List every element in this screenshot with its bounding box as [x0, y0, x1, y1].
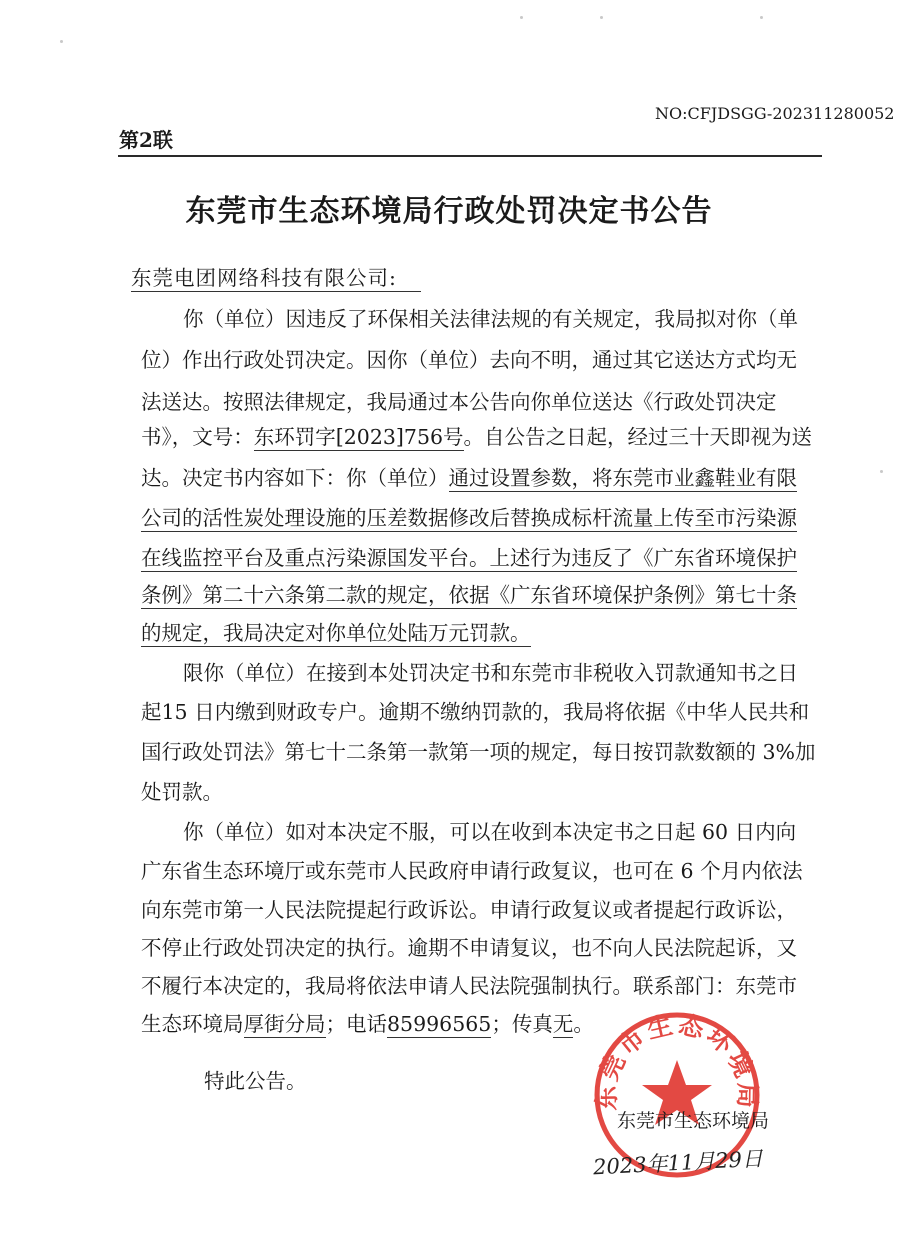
body-text: 你（单位）因违反了环保相关法律法规的有关规定，我局拟对你（单 — [183, 307, 798, 331]
signature-date: 2023年11月29日 — [592, 1146, 764, 1180]
scan-speck — [880, 470, 883, 473]
underlined-text: 公司的活性炭处理设施的压差数据修改后替换成标杆流量上传至市污染源 — [141, 506, 797, 530]
body-line — [141, 854, 803, 884]
body-line — [183, 656, 798, 686]
body-line — [141, 616, 531, 646]
body-line — [141, 541, 797, 571]
body-line — [141, 420, 812, 450]
document-number: NO:CFJDSGG-202311280052 — [655, 104, 895, 123]
body-text: 你（单位）如对本决定不服，可以在收到本决定书之日起 60 日内向 — [183, 820, 797, 844]
document-title: 东莞市生态环境局行政处罚决定书公告 — [185, 194, 713, 229]
scan-speck — [60, 40, 63, 43]
underlined-text: 在线监控平台及重点污染源国发平台。 — [141, 546, 490, 570]
scan-speck — [600, 16, 603, 19]
underlined-text: 无 — [552, 1012, 574, 1036]
body-line — [141, 735, 816, 765]
body-text: 处罚款。 — [141, 780, 223, 804]
header-rule — [118, 155, 822, 157]
scan-speck — [760, 16, 763, 19]
seal-arc-text: 东莞市生态环境局 — [592, 1010, 762, 1111]
body-line — [183, 815, 796, 845]
body-line — [141, 969, 797, 999]
body-text: 法送达。按照法律规定，我局通过本公告向你单位送达《行政处罚决定 — [141, 390, 777, 414]
body-line — [141, 385, 777, 415]
body-text: ；传真 — [491, 1012, 553, 1036]
closing-phrase: 特此公告。 — [204, 1069, 307, 1093]
body-line — [141, 461, 797, 491]
body-text: 位）作出行政处罚决定。因你（单位）去向不明，通过其它送达方式均无 — [141, 348, 797, 372]
body-text: 向东莞市第一人民法院提起行政诉讼。申请行政复议或者提起行政诉讼， — [141, 898, 797, 922]
underlined-text: 东环罚字[2023]756号 — [253, 425, 464, 449]
underlined-text: 85996565 — [387, 1012, 492, 1036]
underlined-text: 的规定，我局决定对你单位处陆万元罚款。 — [141, 621, 531, 645]
body-text: ；电话 — [325, 1012, 387, 1036]
body-text: 。 — [573, 1012, 594, 1036]
body-text: 不履行本决定的，我局将依法申请人民法院强制执行。联系部门：东莞市 — [141, 974, 797, 998]
body-text: 。自公告之日起，经过三十天即视为送 — [463, 425, 813, 449]
underlined-text: 条例》第二十六条第二款的规定，依据《广东省环境保护条例》第七十条 — [141, 583, 797, 607]
body-line — [141, 893, 797, 923]
body-line — [141, 695, 809, 725]
signing-authority: 东莞市生态环境局 — [617, 1110, 770, 1132]
body-line — [183, 302, 798, 332]
body-text: 不停止行政处罚决定的执行。逾期不申请复议，也不向人民法院起诉，又 — [141, 936, 797, 960]
body-text: 国行政处罚法》第七十二条第一款第一项的规定，每日按罚款数额的 3%加 — [141, 740, 816, 764]
body-text: 书》，文号： — [141, 425, 254, 449]
addressee: 东莞电团网络科技有限公司: — [131, 261, 421, 292]
body-line — [141, 931, 797, 961]
body-line — [141, 578, 797, 608]
body-text: 起15 日内缴到财政专户。逾期不缴纳罚款的，我局将依据《中华人民共和 — [141, 700, 810, 724]
underlined-text: 厚街分局 — [243, 1012, 326, 1036]
body-text: 限你（单位）在接到本处罚决定书和东莞市非税收入罚款通知书之日 — [183, 661, 798, 685]
scan-speck — [520, 16, 523, 19]
body-line — [141, 343, 797, 373]
copy-label: 第2联 — [119, 128, 173, 152]
underlined-text: 上述行为违反了《广东省环境保护 — [489, 546, 797, 570]
body-text: 广东省生态环境厅或东莞市人民政府申请行政复议，也可在 6 个月内依法 — [141, 859, 803, 883]
body-text: 达。决定书内容如下：你（单位） — [141, 466, 449, 490]
body-line — [141, 1007, 594, 1037]
body-text: 生态环境局 — [141, 1012, 244, 1036]
body-line — [141, 775, 223, 805]
underlined-text: 通过设置参数，将东莞市业鑫鞋业有限 — [448, 466, 797, 490]
body-line — [141, 501, 797, 531]
